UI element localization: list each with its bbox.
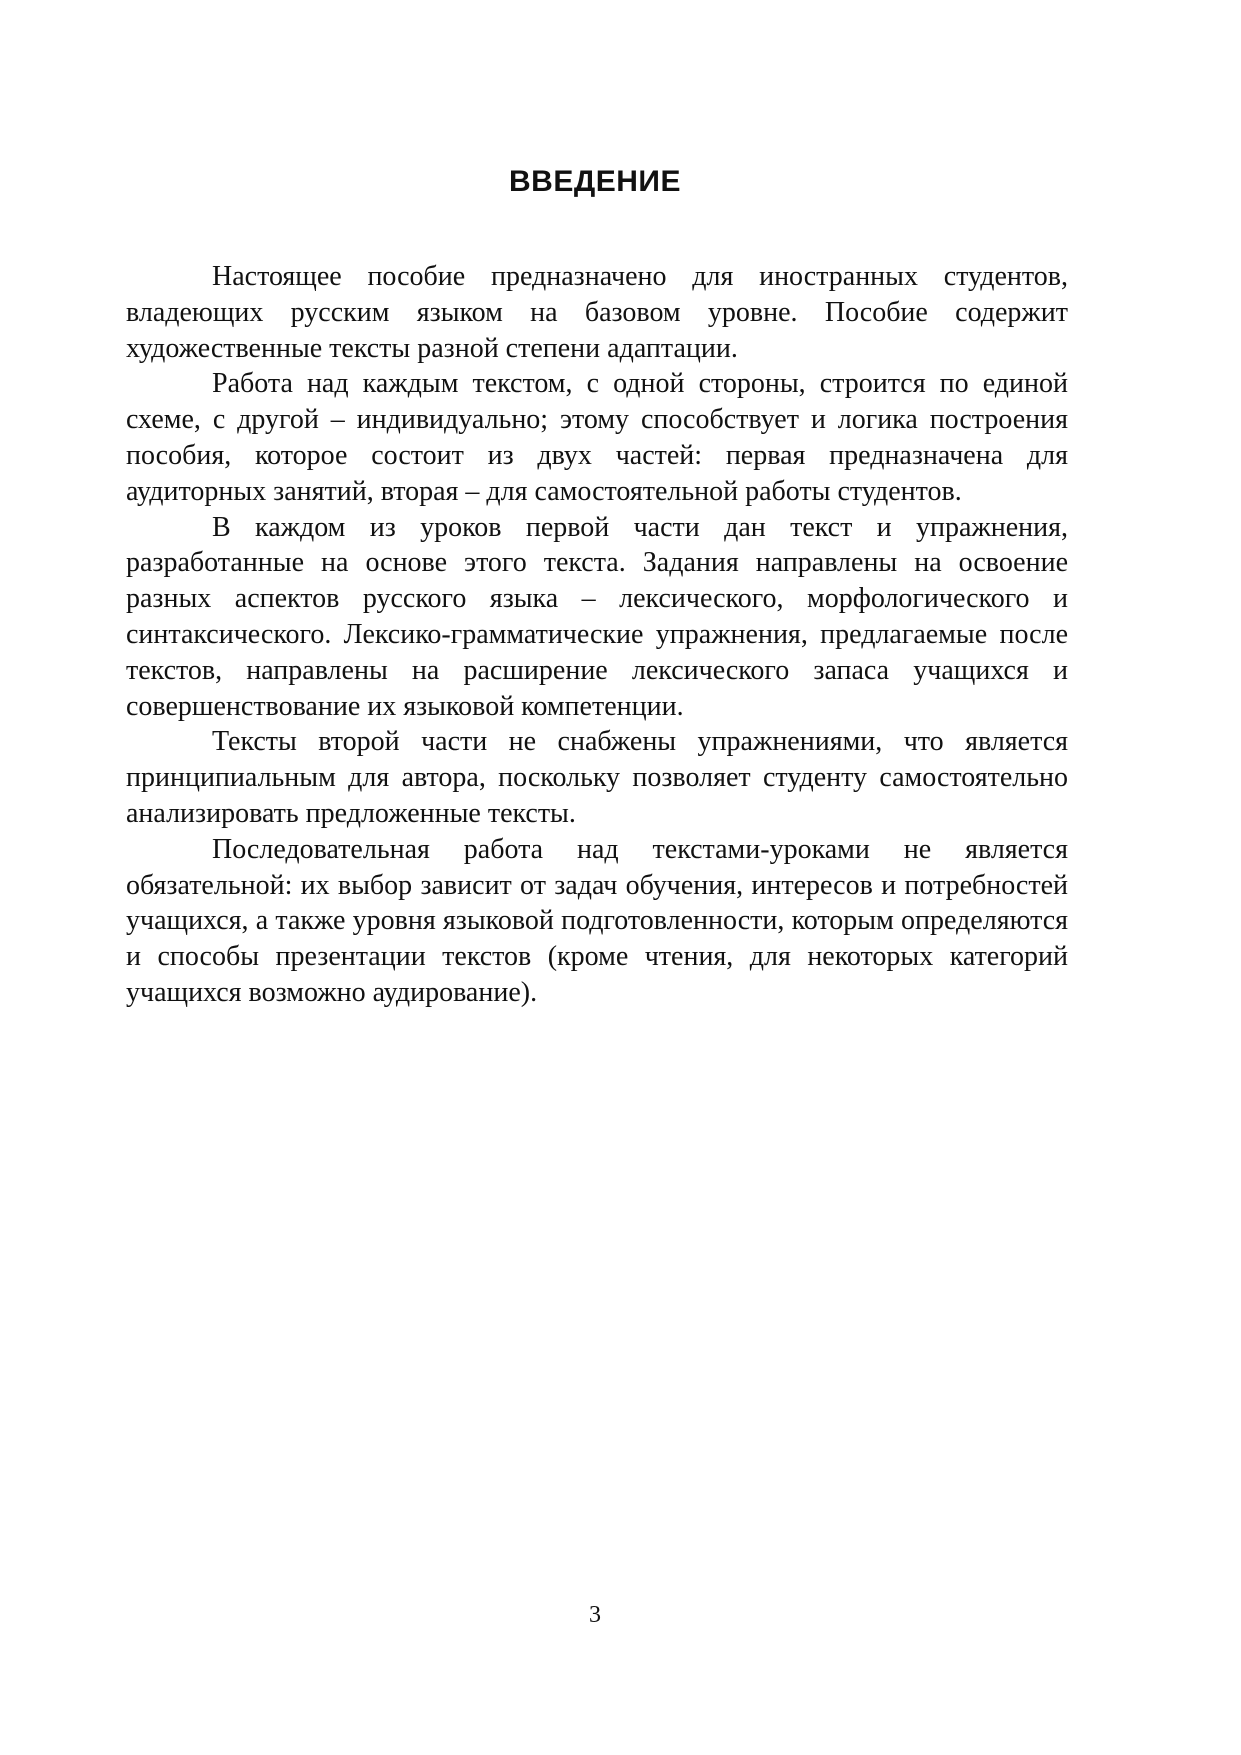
body-text	[126, 259, 1068, 1011]
paragraph-5: Последовательная работа над текстами-уроками не является обязательной: их выбор зависит от задач обучения, интересов и потребностей учащихся, а также уровня языковой подготовленности, которым определяются и способы презентации текстов (кроме чтения, для некоторых категорий учащихся возможно аудирование).	[126, 833, 1068, 1008]
page-title: ВВЕДЕНИЕ	[509, 165, 681, 198]
page-number: 3	[589, 1602, 601, 1628]
paragraph-4: Тексты второй части не снабжены упражнениями, что является принципиальным для автора, поскольку позволяет студенту самостоятельно анализировать предложенные тексты.	[126, 726, 1068, 829]
paragraph-1: Настоящее пособие предназначено для иностранных студентов, владеющих русским языком на базовом уровне. Пособие содержит художественные тексты разной степени адаптации.	[126, 261, 1068, 364]
paragraph-2: Работа над каждым текстом, с одной стороны, строится по единой схеме, с другой – индивидуально; этому способствует и логика построения пособия, которое состоит из двух частей: первая предназначена для аудиторных занятий, вторая – для самостоятельной работы студентов.	[126, 368, 1068, 507]
paragraph-3: В каждом из уроков первой части дан текст и упражнения, разработанные на основе этого текста. Задания направлены на освоение разных аспектов русского языка – лексического, морфологического и синтаксического. Лексико-грамматические упражнения, предлагаемые после текстов, направлены на расширение лексического запаса учащихся и совершенствование их языковой компетенции.	[126, 511, 1068, 722]
